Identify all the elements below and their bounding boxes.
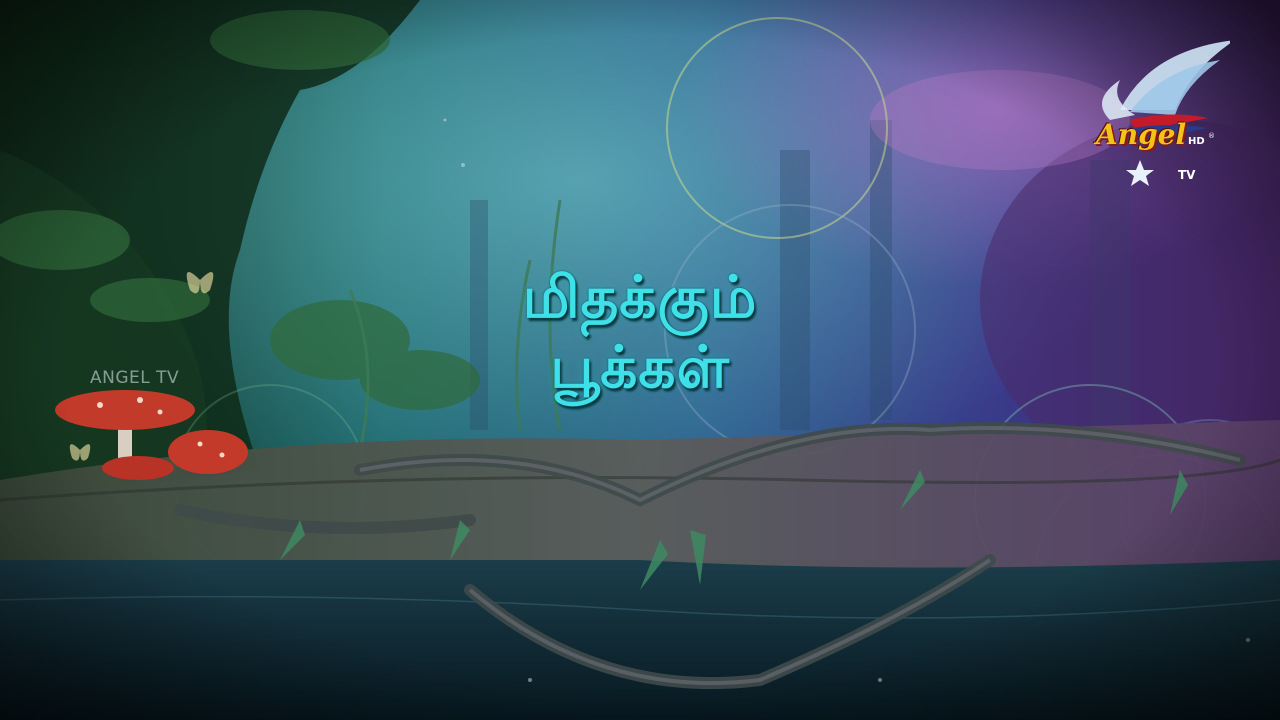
channel-logo bbox=[1080, 40, 1230, 190]
wings-icon bbox=[1080, 40, 1230, 190]
logo-name: Angel bbox=[1096, 118, 1187, 151]
channel-watermark: ANGEL TV bbox=[90, 368, 180, 388]
logo-tv-label: TV bbox=[1178, 168, 1196, 182]
title-line-2: பூக்கள் bbox=[550, 333, 730, 401]
logo-registered-mark: ® bbox=[1208, 132, 1215, 140]
program-title bbox=[400, 262, 880, 402]
title-line-1: மிதக்கும் bbox=[522, 263, 758, 331]
logo-hd-badge: HD bbox=[1188, 136, 1205, 147]
